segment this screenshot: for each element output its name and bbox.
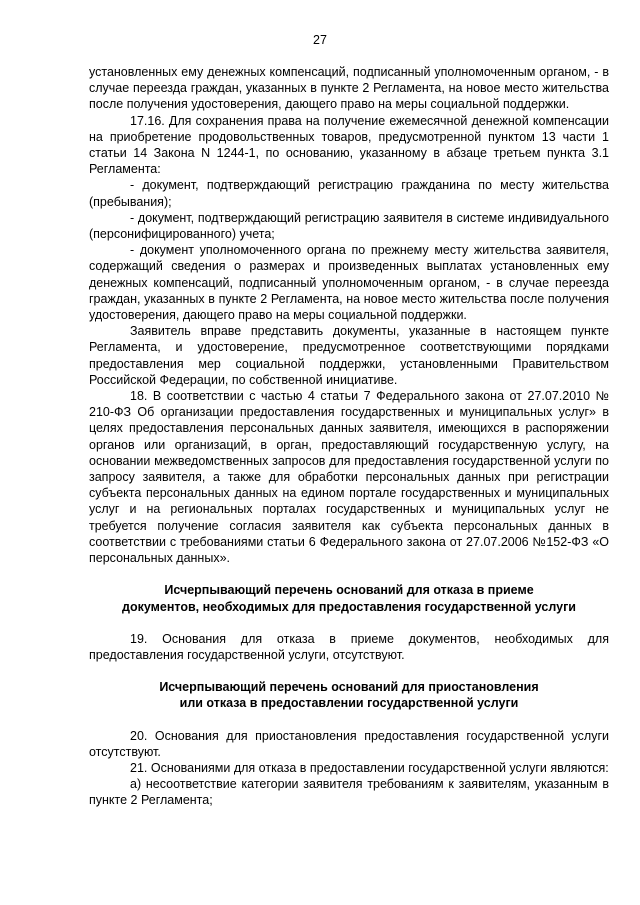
paragraph-21: 21. Основаниями для отказа в предоставлении государственной услуги являются: xyxy=(130,760,609,775)
list-item-registration: - документ, подтверждающий регистрацию гражданина по месту жительства (пребывания); xyxy=(89,178,609,209)
page-number: 27 xyxy=(313,33,327,47)
section-heading-refusal-documents xyxy=(89,582,609,614)
paragraph-continuation: установленных ему денежных компенсаций, подписанный уполномоченным органом, - в случае переезда граждан, указанных в пункте 2 Регламента, на новое место жительства после получения удостоверения, дающего право на меры социальной поддержки. xyxy=(89,65,609,112)
paragraph-21a: а) несоответствие категории заявителя требованиям к заявителям, указанным в пункте 2 Регламента; xyxy=(89,777,609,808)
paragraph-18: 18. В соответствии с частью 4 статьи 7 Федерального закона от 27.07.2010 № 210-ФЗ Об организации предоставления государственных и муниципальных услуг» в целях предоставления персональных данных заявителя, имеющихся в распоряжении органов или организаций, в орган, предоставляющий государственную услугу, на основании межведомственных запросов для предоставления государственной услуги по запросу заявителя, а также для обработки персональных данных при регистрации субъекта персональных данных на едином портале государственных и муниципальных услуг и на региональных порталах государственных и муниципальных услуг не требуется получение согласия заявителя как субъекта персональных данных в соответствии с требованиями статьи 6 Федерального закона от 27.07.2006 №152-ФЗ «О персональных данных». xyxy=(89,389,609,566)
paragraph-19: 19. Основания для отказа в приеме документов, необходимых для предоставления государственной услуги, отсутствуют. xyxy=(89,631,609,662)
document-body xyxy=(89,64,609,809)
paragraph-applicant-right: Заявитель вправе представить документы, указанные в настоящем пункте Регламента, и удостоверение, предусмотренное соответствующими порядками предоставления мер социальной поддержки, установленными Правительством Российской Федерации, по собственной инициативе. xyxy=(89,324,609,387)
list-item-prior-residence-document: - документ уполномоченного органа по прежнему месту жительства заявителя, содержащий сведения о размерах и произведенных выплатах установленных ему денежных компенсаций, подписанный уполномоченным органом, - в случае переезда граждан, указанных в пункте 2 Регламента, на новое место жительства после получения удостоверения, дающего право на меры социальной поддержки. xyxy=(89,243,609,323)
heading-line-1: Исчерпывающий перечень оснований для отказа в приеме xyxy=(164,583,534,598)
paragraph-17-16: 17.16. Для сохранения права на получение ежемесячной денежной компенсации на приобретение продовольственных товаров, предусмотренной пунктом 13 части 1 статьи 14 Закона N 1244-1, по основанию, указанному в абзаце третьем пункта 3.1 Регламента: xyxy=(89,113,609,177)
section-heading-suspension-refusal xyxy=(89,679,609,711)
list-item-individual-record: - документ, подтверждающий регистрацию заявителя в системе индивидуального (персонифицированного) учета; xyxy=(89,210,609,242)
heading-line-2: документов, необходимых для предоставления государственной услуги xyxy=(122,599,576,614)
heading-line-1: Исчерпывающий перечень оснований для приостановления xyxy=(159,680,539,695)
paragraph-20: 20. Основания для приостановления предоставления государственной услуги отсутствуют. xyxy=(89,728,609,759)
heading-line-2: или отказа в предоставлении государственной услуги xyxy=(179,696,519,711)
